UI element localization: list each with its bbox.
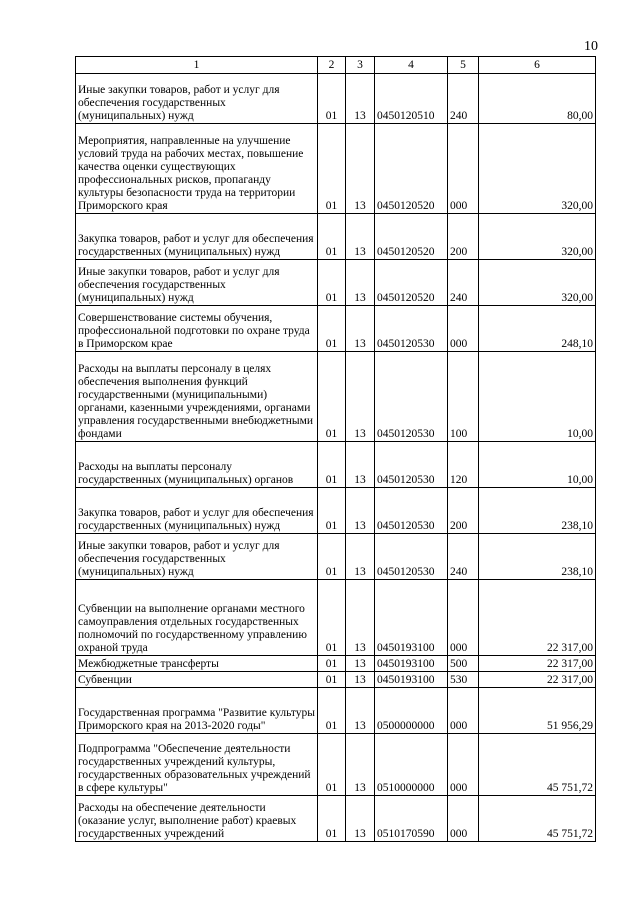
expense-type-code: 240 (448, 260, 479, 306)
amount: 320,00 (479, 124, 596, 214)
amount: 238,10 (479, 534, 596, 580)
table-row (76, 580, 596, 656)
target-article-code: 0450120530 (375, 534, 448, 580)
amount: 80,00 (479, 74, 596, 124)
subsection-code: 13 (346, 580, 375, 656)
row-name: Расходы на обеспечение деятельности (оказание услуг, выполнение работ) краевых государственных учреждений (76, 796, 318, 842)
target-article-code: 0450120530 (375, 352, 448, 442)
table-row (76, 74, 596, 124)
subsection-code: 13 (346, 214, 375, 260)
row-name: Иные закупки товаров, работ и услуг для обеспечения государственных (муниципальных) нужд (76, 534, 318, 580)
subsection-code: 13 (346, 442, 375, 488)
amount: 248,10 (479, 306, 596, 352)
header-row (76, 57, 596, 74)
row-name: Расходы на выплаты персоналу в целях обеспечения выполнения функций государственными (муниципальными) органами, казенными учреждениями, органами управления государственными внебюджетными фондами (76, 352, 318, 442)
table-row (76, 688, 596, 734)
target-article-code: 0450120520 (375, 260, 448, 306)
column-header: 6 (479, 57, 596, 74)
subsection-code: 13 (346, 656, 375, 672)
row-name: Закупка товаров, работ и услуг для обеспечения государственных (муниципальных) нужд (76, 488, 318, 534)
target-article-code: 0450120520 (375, 214, 448, 260)
amount: 51 956,29 (479, 688, 596, 734)
section-code: 01 (318, 534, 346, 580)
target-article-code: 0450120510 (375, 74, 448, 124)
table-row (76, 656, 596, 672)
expense-type-code: 240 (448, 74, 479, 124)
target-article-code: 0450120530 (375, 442, 448, 488)
subsection-code: 13 (346, 260, 375, 306)
table-row (76, 796, 596, 842)
table-row (76, 214, 596, 260)
subsection-code: 13 (346, 488, 375, 534)
target-article-code: 0450120530 (375, 488, 448, 534)
expense-type-code: 200 (448, 488, 479, 534)
section-code: 01 (318, 580, 346, 656)
expense-type-code: 120 (448, 442, 479, 488)
expense-type-code: 000 (448, 306, 479, 352)
row-name: Подпрограмма "Обеспечение деятельности государственных учреждений культуры, государственных образовательных учреждений в сфере культуры" (76, 734, 318, 796)
target-article-code: 0510170590 (375, 796, 448, 842)
section-code: 01 (318, 488, 346, 534)
row-name: Мероприятия, направленные на улучшение условий труда на рабочих местах, повышение качества оценки существующих профессиональных рисков, пропаганду культуры безопасности труда на территории Приморского края (76, 124, 318, 214)
section-code: 01 (318, 260, 346, 306)
subsection-code: 13 (346, 352, 375, 442)
expense-type-code: 000 (448, 580, 479, 656)
section-code: 01 (318, 656, 346, 672)
row-name: Субвенции (76, 672, 318, 688)
amount: 45 751,72 (479, 734, 596, 796)
expense-type-code: 500 (448, 656, 479, 672)
expense-type-code: 000 (448, 124, 479, 214)
target-article-code: 0450193100 (375, 580, 448, 656)
expense-type-code: 530 (448, 672, 479, 688)
subsection-code: 13 (346, 74, 375, 124)
amount: 22 317,00 (479, 580, 596, 656)
section-code: 01 (318, 442, 346, 488)
row-name: Иные закупки товаров, работ и услуг для обеспечения государственных (муниципальных) нужд (76, 74, 318, 124)
amount: 238,10 (479, 488, 596, 534)
column-header: 4 (375, 57, 448, 74)
table-row (76, 534, 596, 580)
amount: 10,00 (479, 442, 596, 488)
subsection-code: 13 (346, 124, 375, 214)
table-row (76, 352, 596, 442)
expense-type-code: 000 (448, 734, 479, 796)
column-header: 3 (346, 57, 375, 74)
target-article-code: 0450120520 (375, 124, 448, 214)
expense-type-code: 240 (448, 534, 479, 580)
target-article-code: 0510000000 (375, 734, 448, 796)
target-article-code: 0500000000 (375, 688, 448, 734)
row-name: Иные закупки товаров, работ и услуг для обеспечения государственных (муниципальных) нужд (76, 260, 318, 306)
row-name: Государственная программа "Развитие культуры Приморского края на 2013-2020 годы" (76, 688, 318, 734)
section-code: 01 (318, 352, 346, 442)
table-row (76, 124, 596, 214)
section-code: 01 (318, 306, 346, 352)
row-name: Закупка товаров, работ и услуг для обеспечения государственных (муниципальных) нужд (76, 214, 318, 260)
table-row (76, 306, 596, 352)
subsection-code: 13 (346, 796, 375, 842)
section-code: 01 (318, 74, 346, 124)
section-code: 01 (318, 734, 346, 796)
section-code: 01 (318, 672, 346, 688)
amount: 320,00 (479, 214, 596, 260)
expense-type-code: 000 (448, 796, 479, 842)
amount: 22 317,00 (479, 656, 596, 672)
subsection-code: 13 (346, 672, 375, 688)
row-name: Субвенции на выполнение органами местного самоуправления отдельных государственных полномочий по государственному управлению охраной труда (76, 580, 318, 656)
table-row (76, 672, 596, 688)
table-row (76, 260, 596, 306)
subsection-code: 13 (346, 534, 375, 580)
target-article-code: 0450120530 (375, 306, 448, 352)
amount: 320,00 (479, 260, 596, 306)
row-name: Совершенствование системы обучения, профессиональной подготовки по охране труда в Приморском крае (76, 306, 318, 352)
table-row (76, 488, 596, 534)
subsection-code: 13 (346, 306, 375, 352)
column-header: 2 (318, 57, 346, 74)
subsection-code: 13 (346, 688, 375, 734)
table-row (76, 734, 596, 796)
column-header: 1 (76, 57, 318, 74)
section-code: 01 (318, 124, 346, 214)
table-row (76, 442, 596, 488)
budget-table (75, 56, 596, 842)
row-name: Межбюджетные трансферты (76, 656, 318, 672)
section-code: 01 (318, 688, 346, 734)
amount: 45 751,72 (479, 796, 596, 842)
expense-type-code: 000 (448, 688, 479, 734)
row-name: Расходы на выплаты персоналу государственных (муниципальных) органов (76, 442, 318, 488)
section-code: 01 (318, 214, 346, 260)
page-number: 10 (584, 39, 598, 54)
target-article-code: 0450193100 (375, 656, 448, 672)
target-article-code: 0450193100 (375, 672, 448, 688)
section-code: 01 (318, 796, 346, 842)
column-header: 5 (448, 57, 479, 74)
amount: 10,00 (479, 352, 596, 442)
expense-type-code: 200 (448, 214, 479, 260)
subsection-code: 13 (346, 734, 375, 796)
expense-type-code: 100 (448, 352, 479, 442)
amount: 22 317,00 (479, 672, 596, 688)
